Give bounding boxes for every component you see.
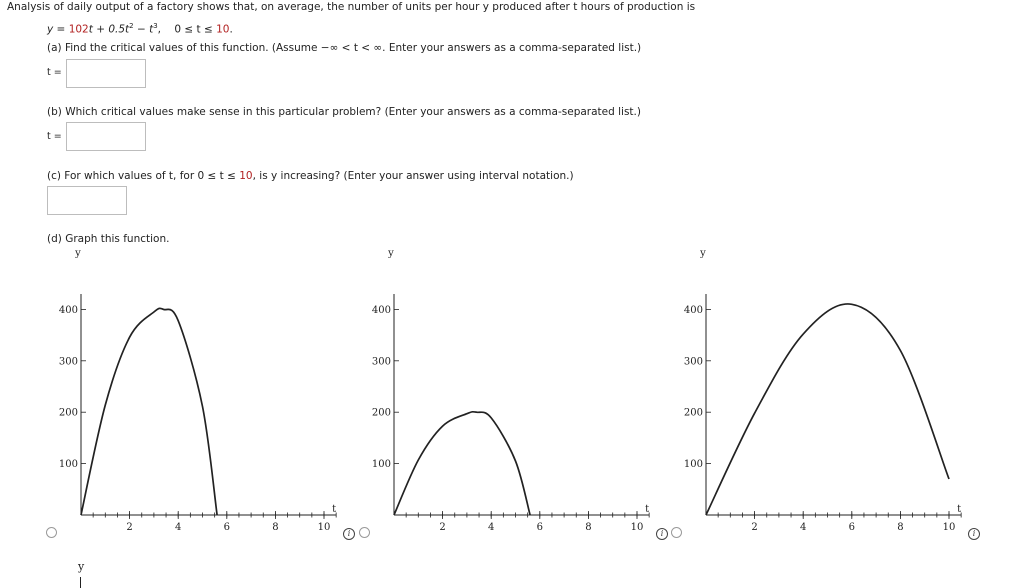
graph-1-x-label: t bbox=[332, 504, 337, 515]
graph-option-3-radio[interactable] bbox=[671, 527, 682, 538]
problem-intro: Analysis of daily output of a factory shows that, on average, the number of units per hour y produced after t hours of production is bbox=[7, 1, 696, 13]
part-a-var-label: t = bbox=[47, 67, 62, 78]
graph-1-x-tick-label: 4 bbox=[175, 522, 182, 533]
graph-3-x-tick-label: 4 bbox=[800, 522, 807, 533]
graph-3-y-tick-label: 400 bbox=[683, 304, 703, 316]
graph-2-x-tick-label: 10 bbox=[630, 522, 644, 533]
graph-1-x-tick-label: 8 bbox=[272, 522, 279, 533]
part-c-question: (c) For which values of t, for 0 ≤ t ≤ 10, is y increasing? (Enter your answer using interval notation.) bbox=[47, 170, 574, 182]
graph-option-4-y-label: y bbox=[78, 560, 85, 573]
part-d-question: (d) Graph this function. bbox=[47, 233, 170, 245]
graph-1-group bbox=[59, 248, 336, 533]
part-a-question: (a) Find the critical values of this function. (Assume −∞ < t < ∞. Enter your answers as a comma-separated list.) bbox=[47, 42, 642, 54]
graph-2-x-tick-label: 6 bbox=[536, 522, 543, 533]
graph-3-curve bbox=[706, 304, 949, 515]
graph-1-curve bbox=[81, 308, 217, 515]
part-b-question: (b) Which critical values make sense in this particular problem? (Enter your answers as a comma-separated list.) bbox=[47, 106, 641, 118]
graph-1-y-tick-label: 400 bbox=[58, 304, 78, 316]
graph-3-group bbox=[684, 248, 961, 533]
graph-3-x-label: t bbox=[957, 504, 962, 515]
graph-option-2-info-icon[interactable]: i bbox=[656, 528, 668, 540]
graph-3-y-tick-label: 200 bbox=[683, 407, 703, 419]
graph-2-x-tick-label: 4 bbox=[488, 522, 495, 533]
graph-option-4-y-axis bbox=[80, 577, 81, 588]
graph-2-x-tick-label: 8 bbox=[585, 522, 592, 533]
graph-3-y-tick-label: 100 bbox=[683, 459, 703, 471]
graph-2-x-tick-label: 2 bbox=[439, 522, 446, 533]
graph-option-2-radio[interactable] bbox=[359, 527, 370, 538]
graph-2-curve bbox=[394, 412, 530, 515]
graph-2-x-label: t bbox=[645, 504, 650, 515]
graph-1-x-tick-label: 10 bbox=[317, 522, 331, 533]
part-b-var-label: t = bbox=[47, 131, 62, 142]
graph-1-y-tick-label: 200 bbox=[58, 407, 78, 419]
equation: $y = 102t + 0.5t^2 - t^3$, 0 ≤ t ≤ 10. bbox=[47, 22, 233, 36]
graph-3-y-tick-label: 300 bbox=[683, 356, 703, 368]
graph-option-3-info-icon[interactable]: i bbox=[968, 528, 980, 540]
graph-1-y-tick-label: 300 bbox=[58, 356, 78, 368]
graph-2-y-tick-label: 200 bbox=[371, 407, 391, 419]
graph-1-y-label: y bbox=[75, 247, 81, 259]
graph-2-y-tick-label: 300 bbox=[371, 356, 391, 368]
graph-1-x-tick-label: 2 bbox=[126, 522, 133, 533]
graph-option-1-radio[interactable] bbox=[46, 527, 57, 538]
graph-3-x-tick-label: 6 bbox=[848, 522, 855, 533]
graph-2-y-tick-label: 400 bbox=[371, 304, 391, 316]
graph-1-y-tick-label: 100 bbox=[58, 459, 78, 471]
graph-2-group bbox=[372, 248, 649, 533]
graph-3-x-tick-label: 10 bbox=[942, 522, 956, 533]
graph-3-y-label: y bbox=[700, 247, 706, 259]
graph-3-x-tick-label: 2 bbox=[751, 522, 758, 533]
graph-2-y-label: y bbox=[388, 247, 394, 259]
graph-1-x-tick-label: 6 bbox=[223, 522, 230, 533]
graph-2-y-tick-label: 100 bbox=[371, 459, 391, 471]
graph-option-1-info-icon[interactable]: i bbox=[343, 528, 355, 540]
graph-3-x-tick-label: 8 bbox=[897, 522, 904, 533]
